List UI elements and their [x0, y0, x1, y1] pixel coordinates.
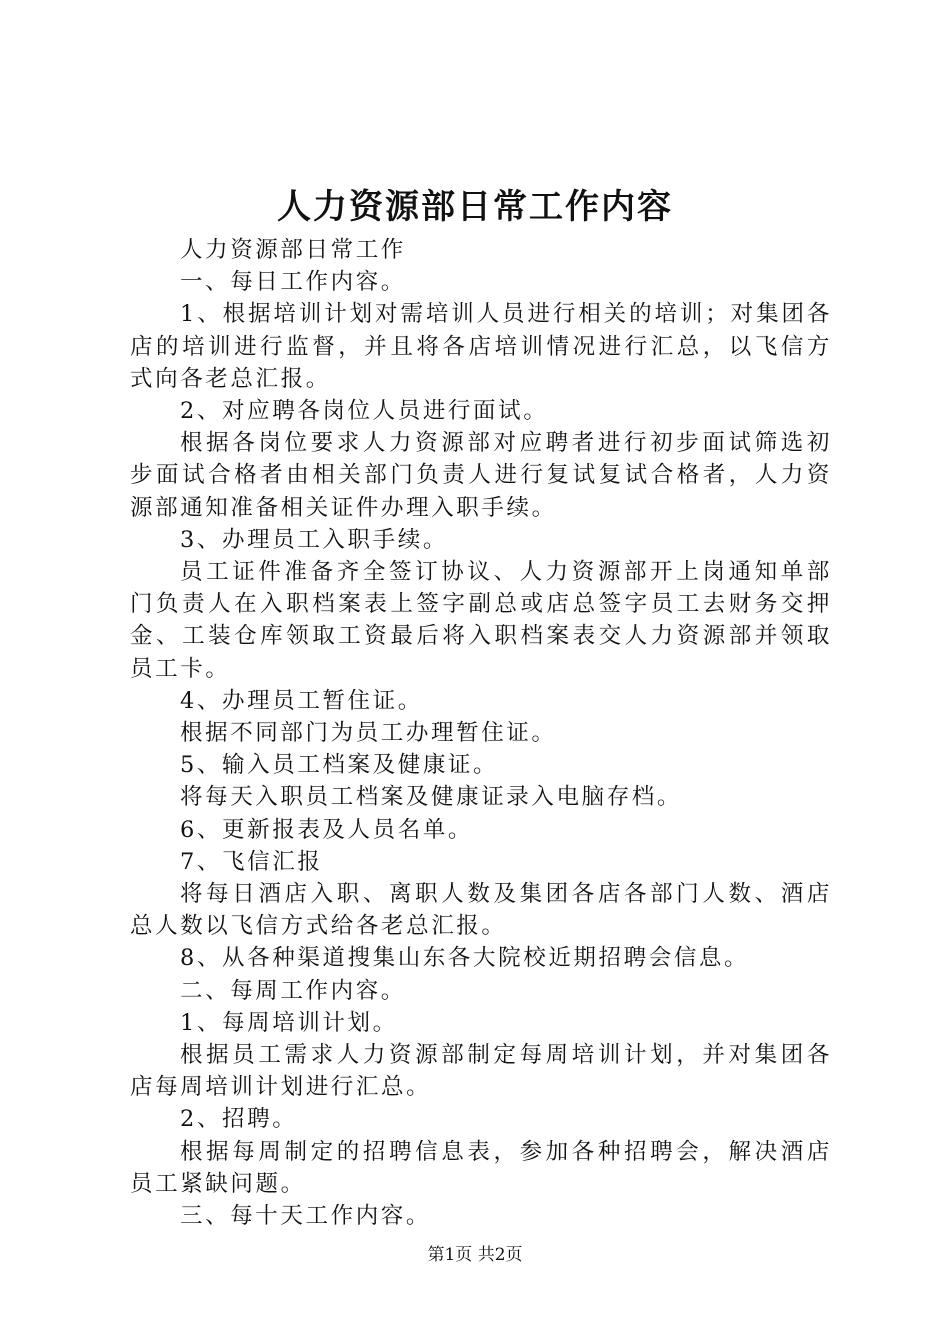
paragraph: 将每天入职员工档案及健康证录入电脑存档。	[180, 784, 683, 811]
section-heading: 二、每周工作内容。	[180, 977, 406, 1004]
list-item-heading: 6、更新报表及人员名单。	[180, 816, 474, 843]
list-item-heading: 2、对应聘各岗位人员进行面试。	[180, 398, 549, 425]
section-heading: 一、每日工作内容。	[180, 269, 406, 296]
list-item-heading: 3、办理员工入职手续。	[180, 526, 448, 553]
section-heading: 三、每十天工作内容。	[180, 1203, 432, 1230]
document-title: 人力资源部日常工作内容	[277, 187, 673, 227]
list-item-heading: 2、招聘。	[180, 1106, 298, 1133]
paragraph: 根据每周制定的招聘信息表，参加各种招聘会，解决酒店员工紧缺问题。	[130, 1138, 832, 1197]
paragraph: 根据各岗位要求人力资源部对应聘者进行初步面试筛选初步面试合格者由相关部门负责人进行复试复试合格者，人力资源部通知准备相关证件办理入职手续。	[130, 430, 832, 521]
paragraph: 根据员工需求人力资源部制定每周培训计划，并对集团各店每周培训计划进行汇总。	[130, 1042, 832, 1101]
list-item-heading: 4、办理员工暂住证。	[180, 687, 423, 714]
list-item-heading: 7、飞信汇报	[180, 848, 323, 875]
paragraph: 1、根据培训计划对需培训人员进行相关的培训；对集团各店的培训进行监督，并且将各店培训情况进行汇总，以飞信方式向各老总汇报。	[130, 301, 832, 392]
list-item-heading: 1、每周培训计划。	[180, 1009, 398, 1036]
list-item-heading: 8、从各种渠道搜集山东各大院校近期招聘会信息。	[180, 945, 750, 972]
page-footer: 第1页 共2页	[427, 1245, 523, 1265]
list-item-heading: 5、输入员工档案及健康证。	[180, 752, 499, 779]
paragraph: 根据不同部门为员工办理暂住证。	[180, 720, 557, 747]
paragraph: 人力资源部日常工作	[180, 237, 406, 263]
paragraph: 员工证件准备齐全签订协议、人力资源部开上岗通知单部门负责人在入职档案表上签字副总或店总签字员工去财务交押金、工装仓库领取工资最后将入职档案表交人力资源部并领取员工卡。	[130, 559, 832, 682]
paragraph: 将每日酒店入职、离职人数及集团各店各部门人数、酒店总人数以飞信方式给各老总汇报。	[130, 881, 832, 940]
document-body	[130, 234, 832, 1232]
